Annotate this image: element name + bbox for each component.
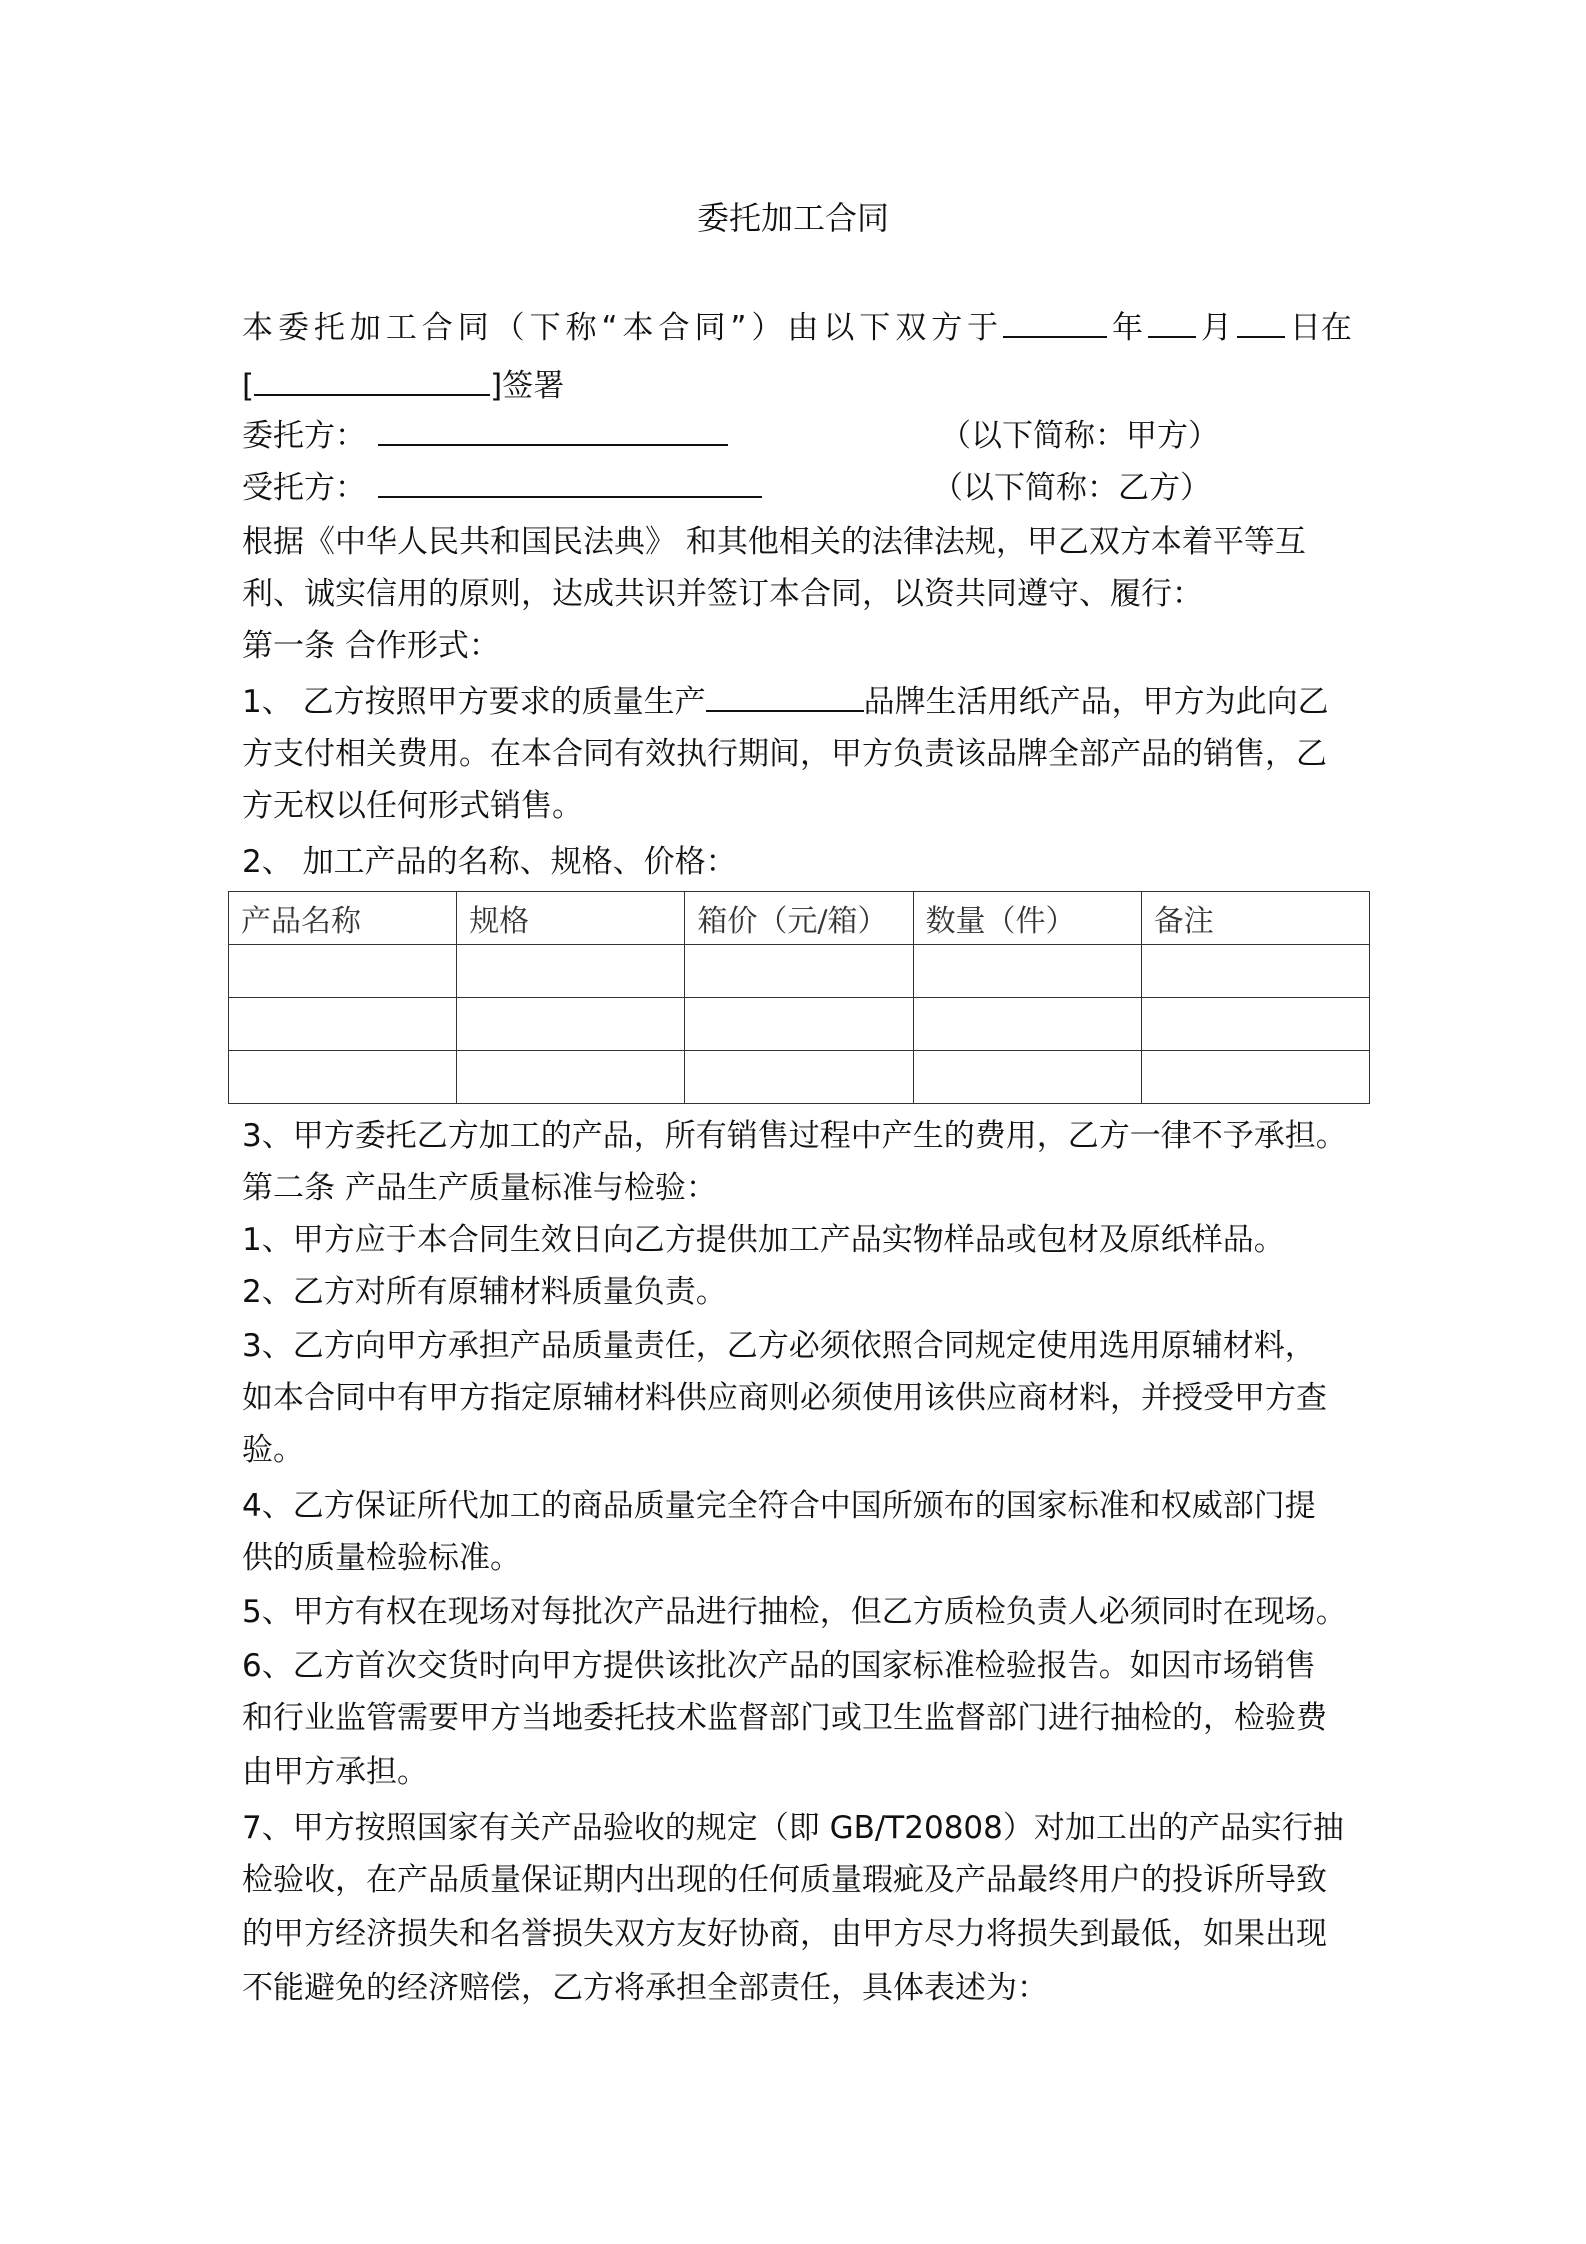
brand-name-blank[interactable]	[706, 680, 864, 712]
intro-line-1	[242, 306, 1352, 350]
table-header-product-name: 产品名称	[229, 892, 457, 945]
intro-char: 合	[421, 310, 453, 346]
table-cell[interactable]	[685, 998, 913, 1051]
article-2-item-7-line-2: 检验收，在产品质量保证期内出现的任何质量瑕疵及产品最终用户的投诉所导致	[242, 1862, 1327, 1898]
intro-char: （	[493, 310, 525, 346]
article-2-item-6-line-3: 由甲方承担。	[242, 1754, 428, 1790]
article-2-item-6-line-1: 6、乙方首次交货时向甲方提供该批次产品的国家标准检验报告。如因市场销售	[242, 1648, 1316, 1684]
intro-char: “	[601, 310, 618, 346]
contractor-name-blank[interactable]	[378, 466, 762, 498]
table-cell[interactable]	[229, 945, 457, 998]
table-header-box-price: 箱价（元/箱）	[685, 892, 913, 945]
table-cell[interactable]	[457, 1051, 685, 1104]
table-row	[229, 1051, 1370, 1104]
intro-char: 工	[385, 310, 417, 346]
intro-char: 托	[313, 310, 345, 346]
table-cell[interactable]	[457, 945, 685, 998]
intro-char: 下	[859, 310, 891, 346]
day-blank[interactable]	[1237, 306, 1285, 338]
table-cell[interactable]	[685, 1051, 913, 1104]
day-label: 日在	[1289, 310, 1352, 346]
intro-line-1-chars	[242, 306, 1352, 350]
product-table	[228, 891, 1370, 1104]
contractor-label: 受托方：	[242, 470, 366, 506]
intro-char: 下	[529, 310, 561, 346]
table-header-quantity: 数量（件）	[913, 892, 1141, 945]
intro-char: 合	[658, 310, 690, 346]
table-header-spec: 规格	[457, 892, 685, 945]
table-header-row	[229, 892, 1370, 945]
intro-char: 同	[457, 310, 489, 346]
sign-place-blank[interactable]	[254, 364, 490, 396]
article-2-item-7-line-1: 7、甲方按照国家有关产品验收的规定（即 GB/T20808）对加工出的产品实行抽	[242, 1810, 1344, 1846]
article-1-item-1-line-1	[242, 680, 1329, 724]
table-cell[interactable]	[913, 1051, 1141, 1104]
article-2-item-1: 1、甲方应于本合同生效日向乙方提供加工产品实物样品或包材及原纸样品。	[242, 1222, 1285, 1258]
article-2-heading: 第二条 产品生产质量标准与检验：	[242, 1170, 717, 1206]
table-cell[interactable]	[685, 945, 913, 998]
table-header-remarks: 备注	[1141, 892, 1369, 945]
intro-char: ”	[730, 310, 747, 346]
document-title: 委托加工合同	[696, 199, 889, 237]
table-row	[229, 945, 1370, 998]
article-2-item-7-line-4: 不能避免的经济赔偿，乙方将承担全部责任，具体表述为：	[242, 1970, 1048, 2006]
table-cell[interactable]	[1141, 945, 1369, 998]
article-2-item-6-line-2: 和行业监管需要甲方当地委托技术监督部门或卫生监督部门进行抽检的，检验费	[242, 1700, 1327, 1736]
intro-char: 加	[349, 310, 381, 346]
table-cell[interactable]	[913, 998, 1141, 1051]
contractor-line	[242, 466, 762, 510]
table-cell[interactable]	[1141, 1051, 1369, 1104]
table-cell[interactable]	[229, 1051, 457, 1104]
article-1-item-1-line-3: 方无权以任何形式销售。	[242, 788, 583, 824]
intro-char: 本	[622, 310, 654, 346]
intro-char: 由	[787, 310, 819, 346]
intro-char: 同	[694, 310, 726, 346]
year-label: 年	[1112, 310, 1144, 346]
article-2-item-5: 5、甲方有权在现场对每批次产品进行抽检，但乙方质检负责人必须同时在现场。	[242, 1594, 1347, 1630]
article-2-item-3-line-3: 验。	[242, 1432, 304, 1468]
intro-char: 方	[931, 310, 963, 346]
client-line	[242, 414, 728, 458]
table-cell[interactable]	[229, 998, 457, 1051]
article-1-item-3: 3、甲方委托乙方加工的产品，所有销售过程中产生的费用，乙方一律不予承担。	[242, 1118, 1347, 1154]
intro-char: 称	[565, 310, 597, 346]
article-1-heading: 第一条 合作形式：	[242, 628, 500, 664]
intro-char: 委	[277, 310, 309, 346]
year-blank[interactable]	[1003, 306, 1107, 338]
table-cell[interactable]	[1141, 998, 1369, 1051]
table-cell[interactable]	[457, 998, 685, 1051]
table-row	[229, 998, 1370, 1051]
table-cell[interactable]	[913, 945, 1141, 998]
month-blank[interactable]	[1148, 306, 1196, 338]
intro-char: 于	[967, 310, 999, 346]
client-label: 委托方：	[242, 418, 366, 454]
preamble-line-2: 利、诚实信用的原则，达成共识并签订本合同，以资共同遵守、履行：	[242, 576, 1203, 612]
article-1-item-1-part-a: 1、 乙方按照甲方要求的质量生产	[242, 684, 706, 720]
preamble-line-1: 根据《中华人民共和国民法典》 和其他相关的法律法规，甲乙双方本着平等互	[242, 524, 1306, 560]
article-2-item-2: 2、乙方对所有原辅材料质量负责。	[242, 1274, 727, 1310]
contractor-alias: （以下简称：乙方）	[932, 470, 1211, 506]
intro-char: 双	[895, 310, 927, 346]
month-label: 月	[1200, 310, 1232, 346]
client-name-blank[interactable]	[378, 414, 728, 446]
intro-line-2	[242, 364, 564, 408]
intro-char: 以	[823, 310, 855, 346]
intro-char: ）	[751, 310, 783, 346]
article-2-item-3-line-2: 如本合同中有甲方指定原辅材料供应商则必须使用该供应商材料，并授受甲方查	[242, 1380, 1327, 1416]
article-1-item-1-part-b: 品牌生活用纸产品，甲方为此向乙	[863, 684, 1329, 720]
article-2-item-3-line-1: 3、乙方向甲方承担产品质量责任，乙方必须依照合同规定使用选用原辅材料，	[242, 1328, 1316, 1364]
intro-char: 本	[242, 310, 273, 346]
client-alias: （以下简称：甲方）	[940, 418, 1219, 454]
sign-place-bracket-open: [	[242, 368, 255, 404]
article-1-item-2: 2、 加工产品的名称、规格、价格：	[242, 844, 737, 880]
article-2-item-4-line-2: 供的质量检验标准。	[242, 1540, 521, 1576]
article-2-item-4-line-1: 4、乙方保证所代加工的商品质量完全符合中国所颁布的国家标准和权威部门提	[242, 1488, 1316, 1524]
article-2-item-7-line-3: 的甲方经济损失和名誉损失双方友好协商，由甲方尽力将损失到最低，如果出现	[242, 1916, 1327, 1952]
article-1-item-1-line-2: 方支付相关费用。在本合同有效执行期间，甲方负责该品牌全部产品的销售，乙	[242, 736, 1327, 772]
sign-place-bracket-close: ]签署	[490, 368, 565, 404]
